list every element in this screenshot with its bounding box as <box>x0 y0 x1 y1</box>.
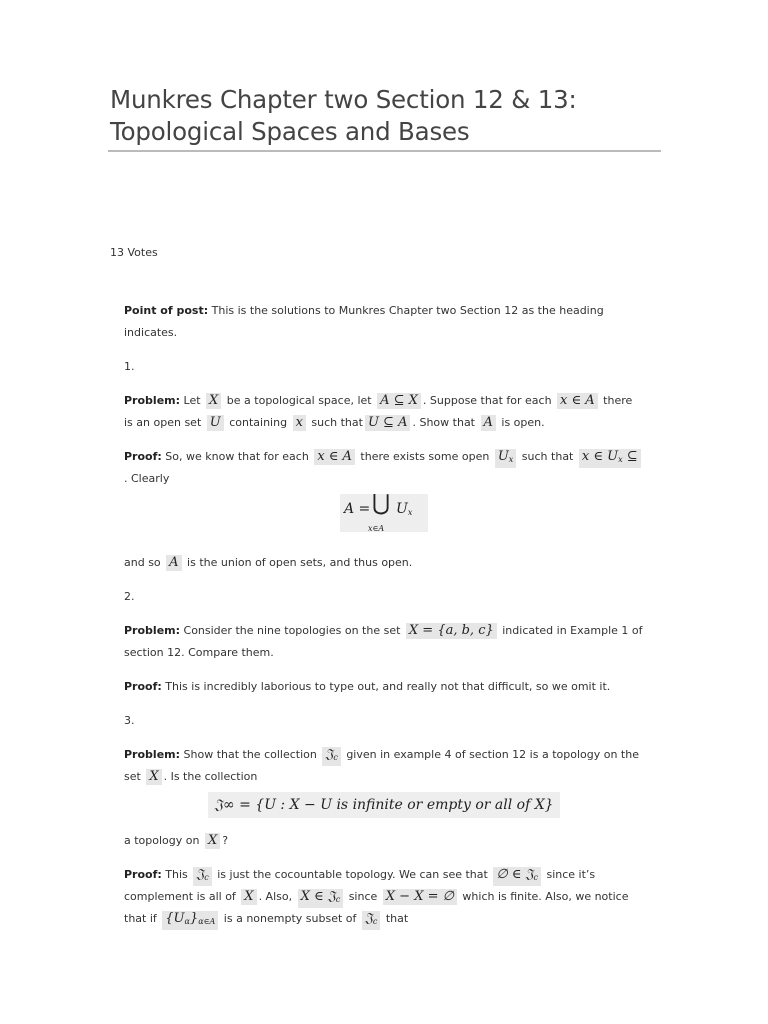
problem-label: Problem: <box>124 748 181 761</box>
math-inline: x <box>293 415 306 431</box>
text: is a nonempty subset of <box>220 912 360 925</box>
math-subscript: c <box>335 895 341 904</box>
math-inline <box>162 911 218 930</box>
proof-1-conclusion <box>124 552 644 574</box>
text: that <box>382 912 409 925</box>
math-inline: X = {a, b, c} <box>406 623 497 639</box>
proof-2 <box>124 676 644 698</box>
problem-number-1: 1. <box>124 360 135 373</box>
math-subscript: c <box>204 873 209 882</box>
math-inline <box>495 449 516 468</box>
text: is open. <box>497 416 545 429</box>
text: which is finite. Also, we notice that if <box>124 890 629 925</box>
math-inline: x ∈ A <box>557 393 598 409</box>
math-inline <box>362 911 380 930</box>
proof-label: Proof: <box>124 680 162 693</box>
problem-label: Problem: <box>124 394 181 407</box>
text: This <box>161 868 192 881</box>
math-subscript: c <box>372 917 378 926</box>
proof-label: Proof: <box>124 450 162 463</box>
math-symbol: 𝔍 <box>325 747 334 762</box>
math-subscript: x <box>407 508 413 517</box>
problem-1 <box>124 390 644 434</box>
votes-count: 13 Votes <box>110 246 158 259</box>
proof-3 <box>124 864 644 930</box>
text: a topology on <box>124 834 203 847</box>
math-inline: X <box>241 889 256 905</box>
math-inline: U <box>207 415 224 431</box>
text: be a topological space, let <box>223 394 376 407</box>
text: So, we know that for each <box>161 450 313 463</box>
math-subscript: x∈A <box>368 524 385 533</box>
post-title-line-2: Topological Spaces and Bases <box>110 117 470 146</box>
text: Show that the collection <box>180 748 321 761</box>
title-divider <box>108 150 661 152</box>
proof-1 <box>124 446 644 490</box>
text: there is an open set <box>124 394 633 429</box>
point-of-post <box>124 300 644 344</box>
problem-3 <box>124 744 644 788</box>
math-subscript: α∈A <box>198 917 216 926</box>
problem-number-3: 3. <box>124 714 135 727</box>
math-inline: A <box>166 555 181 571</box>
union-symbol: ⋃ <box>372 491 391 516</box>
math-symbol: 𝔍 <box>364 911 373 926</box>
text: ? <box>222 834 229 847</box>
math-inline <box>579 449 641 468</box>
text: is the union of open sets, and thus open. <box>183 556 413 569</box>
text: such that <box>307 416 363 429</box>
post-body <box>124 300 644 942</box>
math-inline <box>322 747 340 766</box>
problem-3-question <box>124 830 644 852</box>
math-inline: U ⊆ A <box>365 415 411 431</box>
math-symbol: ⊆ <box>622 449 638 464</box>
math-inline: X <box>146 769 161 785</box>
math-inline <box>193 867 211 886</box>
math-inline <box>493 867 541 886</box>
math-inline: x ∈ A <box>314 449 355 465</box>
equation-union <box>124 491 644 540</box>
math-display: 𝔍∞ = {U : X − U is infinite or empty or all of X} <box>208 792 559 818</box>
text: . Clearly <box>124 472 170 485</box>
math-symbol: U <box>396 501 408 517</box>
text: since it’s complement is all of <box>124 868 596 903</box>
text: Let <box>180 394 205 407</box>
text: . Show that <box>412 416 479 429</box>
math-symbol <box>396 498 412 524</box>
math-symbol: {U <box>165 911 185 926</box>
math-inline: X − X = ∅ <box>383 889 457 905</box>
text: indicated in Example 1 of section 12. Compare them. <box>124 624 643 659</box>
math-symbol: } <box>189 911 199 926</box>
text: is just the cocountable topology. We can see that <box>213 868 492 881</box>
math-display <box>340 491 428 533</box>
text: since <box>345 890 381 903</box>
math-subscript: x <box>618 455 623 464</box>
math-inline <box>298 889 344 908</box>
math-symbol: 𝔍 <box>196 867 205 882</box>
text: such that <box>518 450 577 463</box>
text: there exists some open <box>356 450 493 463</box>
text: containing <box>225 416 291 429</box>
math-symbol: A = <box>344 501 371 517</box>
problem-label: Problem: <box>124 624 181 637</box>
equation-topology <box>124 792 644 818</box>
math-symbol: x ∈ U <box>581 449 619 464</box>
point-text: This is the solutions to Munkres Chapter two Section 12 as the heading indicates. <box>124 304 604 339</box>
math-inline: A <box>481 415 496 431</box>
point-label: Point of post: <box>124 304 209 317</box>
text: . Is the collection <box>163 770 258 783</box>
text: given in example 4 of section 12 is a topology on the set <box>124 748 639 783</box>
math-subscript: x <box>508 455 514 464</box>
post-title <box>110 84 662 148</box>
math-symbol: ∅ ∈ 𝔍 <box>496 867 534 882</box>
math-symbol: X ∈ 𝔍 <box>300 889 336 904</box>
math-inline: X <box>206 393 221 409</box>
math-symbol: U <box>497 449 509 464</box>
math-inline: X <box>205 833 220 849</box>
math-subscript: c <box>333 753 338 762</box>
text: . Suppose that for each <box>422 394 556 407</box>
text: . Also, <box>258 890 296 903</box>
problem-number-2: 2. <box>124 590 135 603</box>
text: and so <box>124 556 165 569</box>
math-subscript: c <box>533 873 538 882</box>
proof-label: Proof: <box>124 868 162 881</box>
text: Consider the nine topologies on the set <box>180 624 404 637</box>
math-inline: A ⊆ X <box>377 393 421 409</box>
text: This is incredibly laborious to type out, and really not that difficult, so we omit it. <box>161 680 611 693</box>
problem-2 <box>124 620 644 664</box>
math-subscript: α <box>184 917 190 926</box>
post-title-line-1: Munkres Chapter two Section 12 & 13: <box>110 85 577 114</box>
